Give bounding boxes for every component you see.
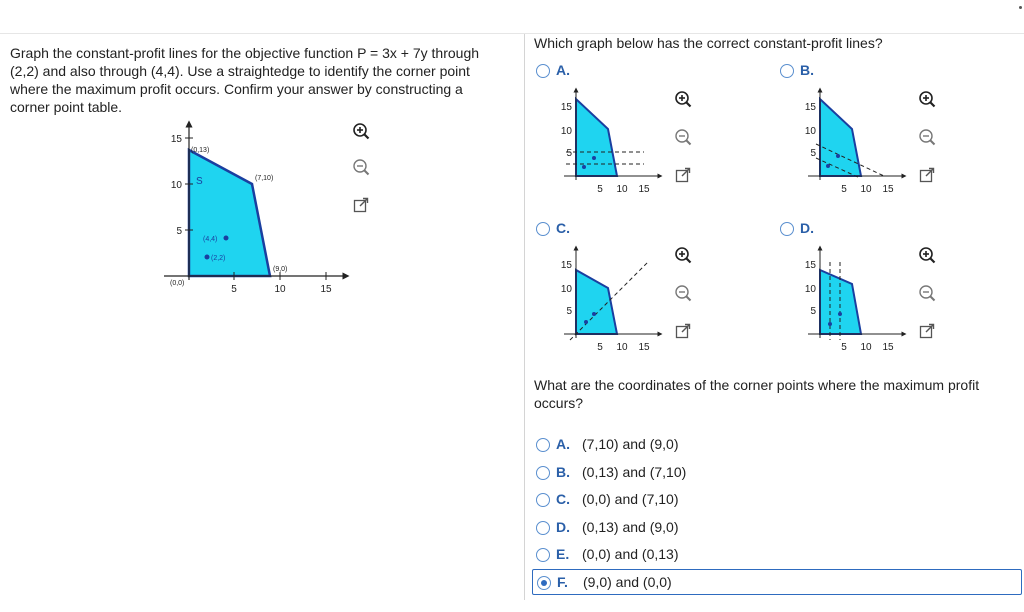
answer-option-c[interactable] [532, 487, 1022, 513]
corner-dot [1019, 6, 1022, 9]
x-tick-10: 10 [274, 284, 286, 295]
feasible-region [189, 150, 270, 276]
zoom-out-icon[interactable] [674, 284, 692, 302]
label-0-0: (0,0) [170, 280, 185, 287]
label-9-0: (9,0) [273, 266, 288, 273]
y-tick-5: 5 [176, 226, 182, 237]
zoom-in-icon[interactable] [918, 246, 936, 264]
answer-b-text: (0,13) and (7,10) [582, 464, 687, 480]
x-tick-15: 15 [320, 284, 332, 295]
answer-c-letter: C. [556, 491, 570, 507]
option-a-label: A. [556, 62, 570, 78]
answer-f-letter: F. [557, 574, 568, 590]
zoom-out-icon[interactable] [918, 128, 936, 146]
zoom-in-icon[interactable] [352, 122, 370, 140]
zoom-out-icon[interactable] [918, 284, 936, 302]
zoom-out-icon[interactable] [674, 128, 692, 146]
zoom-in-icon[interactable] [674, 90, 692, 108]
popout-icon[interactable] [918, 166, 936, 184]
region-label: S [196, 176, 203, 187]
zoom-in-icon[interactable] [918, 90, 936, 108]
a-y10: 10 [560, 126, 572, 137]
graph-option-a [548, 86, 668, 198]
answer-option-e[interactable] [532, 542, 1022, 568]
b-y10: 10 [804, 126, 816, 137]
d-x10: 10 [860, 342, 872, 353]
option-b-radio[interactable] [780, 64, 794, 78]
top-bar [0, 0, 1024, 34]
a-x5: 5 [597, 184, 603, 195]
y-tick-10: 10 [170, 180, 182, 191]
question1-text: Which graph below has the correct constant-profit lines? [534, 35, 883, 51]
option-c-radio[interactable] [536, 222, 550, 236]
option-a-radio[interactable] [536, 64, 550, 78]
answer-f-text: (9,0) and (0,0) [583, 574, 672, 590]
a-y5: 5 [566, 148, 572, 159]
answer-c-text: (0,0) and (7,10) [582, 491, 679, 507]
popout-icon[interactable] [352, 196, 370, 214]
problem-prompt: Graph the constant-profit lines for the objective function P = 3x + 7y through (2,2) and also through (4,4). Use a straightedge to identify the corner point where the maximum profit occurs. Confirm your answer by constructing a corner point table. [10, 45, 480, 115]
answer-option-f[interactable] [532, 569, 1022, 595]
answer-d-text: (0,13) and (9,0) [582, 519, 679, 535]
question2-text: What are the coordinates of the corner points where the maximum profit occurs? [534, 377, 980, 411]
d-x5: 5 [841, 342, 847, 353]
answer-b-radio[interactable] [536, 466, 550, 480]
d-y15: 15 [804, 260, 816, 271]
answer-option-a[interactable] [532, 432, 1022, 458]
point-2-2 [205, 255, 210, 260]
popout-icon[interactable] [918, 322, 936, 340]
popout-icon[interactable] [674, 166, 692, 184]
answer-e-radio[interactable] [536, 548, 550, 562]
a-y15: 15 [560, 102, 572, 113]
b-y5: 5 [810, 148, 816, 159]
c-y15: 15 [560, 260, 572, 271]
b-y15: 15 [804, 102, 816, 113]
answer-a-radio[interactable] [536, 438, 550, 452]
answer-f-radio[interactable] [537, 576, 551, 590]
a-x10: 10 [616, 184, 628, 195]
answer-e-text: (0,0) and (0,13) [582, 546, 679, 562]
panel-divider [524, 34, 525, 600]
answer-b-letter: B. [556, 464, 570, 480]
answer-e-letter: E. [556, 546, 570, 562]
zoom-out-icon[interactable] [352, 158, 370, 176]
option-d-radio[interactable] [780, 222, 794, 236]
main-graph [160, 118, 360, 298]
b-x5: 5 [841, 184, 847, 195]
graph-option-d [790, 244, 910, 356]
b-x15: 15 [882, 184, 894, 195]
answer-a-text: (7,10) and (9,0) [582, 436, 679, 452]
graph-option-c [548, 244, 668, 356]
point-4-4 [224, 236, 229, 241]
label-4-4: (4,4) [203, 236, 218, 243]
c-x15: 15 [638, 342, 650, 353]
answer-option-d[interactable] [532, 515, 1022, 541]
label-7-10: (7,10) [255, 175, 274, 182]
c-y10: 10 [560, 284, 572, 295]
option-b-label: B. [800, 62, 814, 78]
d-y5: 5 [810, 306, 816, 317]
c-x5: 5 [597, 342, 603, 353]
answer-option-b[interactable] [532, 460, 1022, 486]
answer-d-radio[interactable] [536, 521, 550, 535]
d-y10: 10 [804, 284, 816, 295]
answer-c-radio[interactable] [536, 493, 550, 507]
graph-option-b [790, 86, 910, 198]
c-y5: 5 [566, 306, 572, 317]
answer-a-letter: A. [556, 436, 570, 452]
answer-d-letter: D. [556, 519, 570, 535]
b-x10: 10 [860, 184, 872, 195]
c-x10: 10 [616, 342, 628, 353]
x-tick-5: 5 [231, 284, 237, 295]
d-x15: 15 [882, 342, 894, 353]
label-0-13: (0,13) [191, 147, 210, 154]
popout-icon[interactable] [674, 322, 692, 340]
y-tick-15: 15 [170, 134, 182, 145]
option-c-label: C. [556, 220, 570, 236]
label-2-2: (2,2) [211, 255, 226, 262]
option-d-label: D. [800, 220, 814, 236]
a-x15: 15 [638, 184, 650, 195]
zoom-in-icon[interactable] [674, 246, 692, 264]
